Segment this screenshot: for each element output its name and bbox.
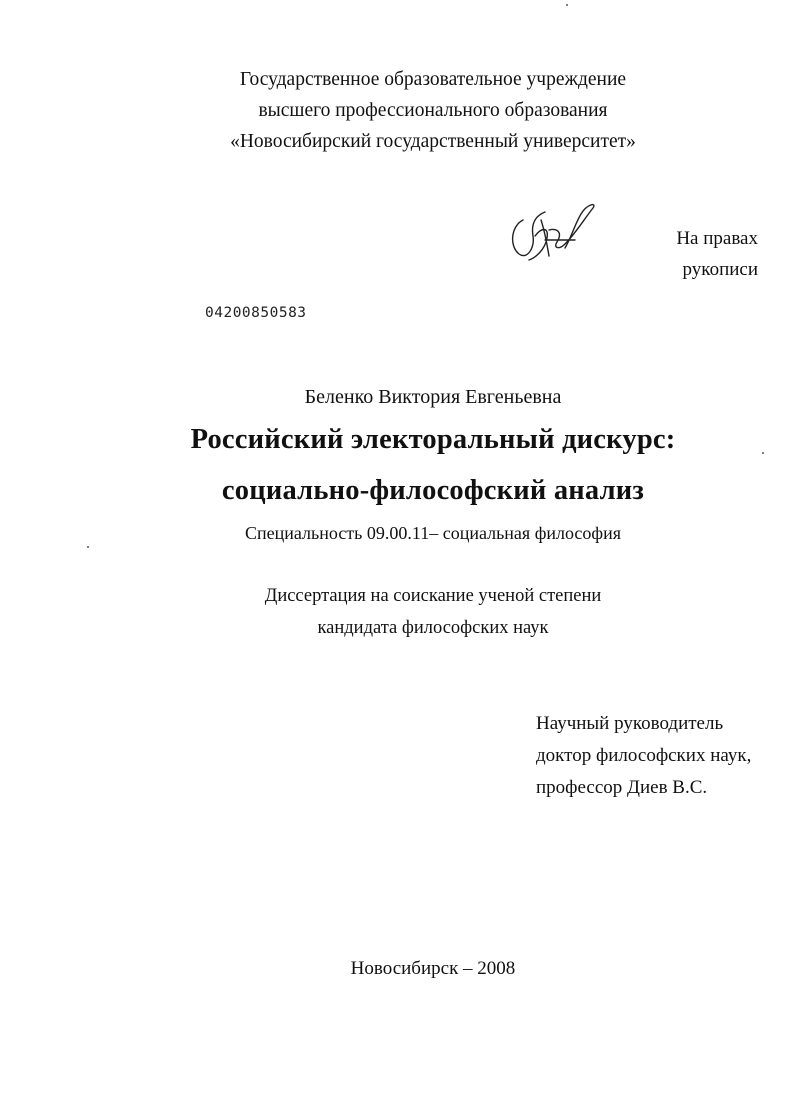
supervisor-line-1: Научный руководитель	[536, 713, 724, 734]
scan-speck	[87, 546, 89, 548]
author-name: Беленко Виктория Евгеньевна	[304, 386, 562, 408]
institution-line-3: «Новосибирский государственный университет»	[230, 131, 636, 152]
rights-line-1: На правах	[676, 228, 758, 249]
institution-line-1: Государственное образовательное учреждение	[239, 69, 627, 90]
supervisor-line-2: доктор философских наук,	[536, 745, 752, 766]
scan-speck	[566, 4, 568, 6]
city-year: Новосибирск – 2008	[350, 958, 516, 979]
catalog-code: 04200850583	[205, 305, 307, 321]
institution-line-2: высшего профессионального образования	[258, 100, 608, 121]
title-line-2: социально-философский анализ	[221, 475, 645, 506]
rights-line-2: рукописи	[682, 259, 758, 280]
dissertation-line-1: Диссертация на соискание ученой степени	[264, 586, 602, 606]
supervisor-line-3: профессор Диев В.С.	[536, 777, 708, 798]
specialty: Специальность 09.00.11– социальная философия	[245, 523, 621, 543]
dissertation-line-2: кандидата философских наук	[317, 618, 549, 638]
title-line-1: Российский электоральный дискурс:	[190, 424, 676, 455]
scan-speck	[762, 452, 764, 454]
